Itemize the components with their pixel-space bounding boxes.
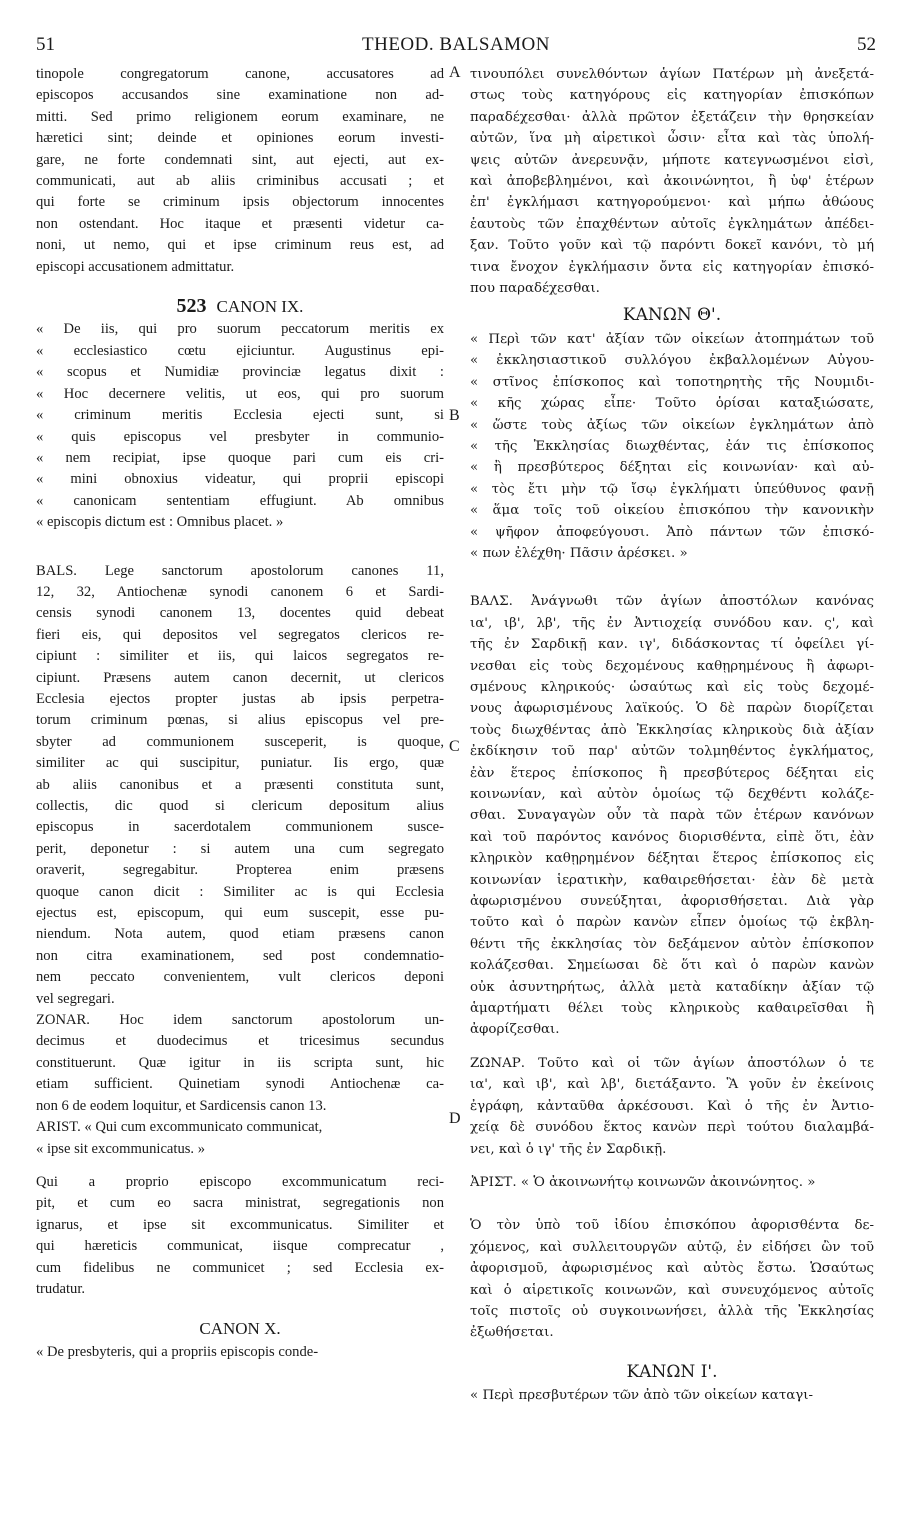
text-line: qui forte se criminum ipsis objectorum innocentes [36, 194, 444, 211]
text-line: fieri eis, qui depositos vel segregatos clericos re- [36, 626, 444, 643]
text-line: ARIST. « Qui cum excommunicato communicat, [36, 1119, 323, 1136]
text-line: « κῆς χώρας εἶπε· Τοῦτο ὁρίσαι καταξιώσατε, [470, 396, 874, 412]
text-line: οὐκ ἀσυντηρήτως, ἀλλὰ μετὰ καταδίκην ἀξίαν τῷ [470, 979, 874, 995]
aristenus-heading-greek: ἈΡΙΣΤ. « Ὁ ἀκοινωνήτῳ κοινωνῶν ἀκοινώνητος. » [470, 1174, 816, 1190]
text-line: episcopus in sacerdotalem communionem susce- [36, 819, 444, 836]
text-line: etiam sufficient. Quinetiam synodi Antiochenæ ca- [36, 1076, 444, 1093]
page-number-left: 51 [36, 34, 55, 55]
text-line: « ψῆφον ἀποφεύγουσι. Ἀπὸ πάντων τῶν ἐπισκό- [470, 524, 874, 540]
text-line: ἐὰν ἕτερος ἐπίσκοπος ἢ πρεσβύτερος δέξηται εἰς [470, 765, 874, 781]
text-line: BALS. Lege sanctorum apostolorum canones 11, [36, 562, 444, 579]
text-line: ἐγράφη, κἀνταῦθα ἀρκέσουσι. Καὶ ὁ τῆς ἐν Ἀντιο- [470, 1098, 874, 1114]
text-line: ab aliis canonibus et a præsenti constituta sunt, [36, 776, 444, 793]
text-line: perit, deponetur : si autem una cum segregato [36, 840, 444, 857]
text-line: σθαι. Συναγαγὼν οὖν τὰ παρὰ τῶν ἑτέρων κανόνων [470, 808, 874, 824]
text-line: « nem recipiat, ipse quoque pari cum eis cri- [36, 449, 444, 466]
text-line: αὐτῶν, ἵνα μὴ αἱρετικοὶ ὦσιν· εἶτα καὶ τὰς ὑπολή- [470, 131, 874, 147]
text-line: trudatur. [36, 1280, 86, 1297]
text-line: cipiunt. Præsens autem canon decernit, ut clericos [36, 669, 444, 686]
text-line: « ἢ πρεσβύτερος δέξηται εἰς κοινωνίαν· καὶ αὐ- [470, 460, 874, 476]
aristenus-commentary-latin [36, 1172, 444, 1300]
balsamon-commentary-latin [36, 561, 444, 1011]
text-line: tinopole congregatorum canone, accusatores ad [36, 66, 444, 82]
text-line: νους ἀφωρισμένους λαϊκούς. Ὁ δὲ παρὼν διορίζεται [470, 701, 874, 717]
text-line: ια', καὶ ιβ', καὶ λβ', διετάξαντο. Ἃ γοῦν ἐν ἐκείνοις [470, 1077, 874, 1093]
greek-column [470, 64, 874, 1407]
text-line: « scopus et Numidiæ provinciæ legatus dixit : [36, 364, 444, 381]
text-line: τοῦτο καὶ ὁ παρὼν κανὼν εἶπεν ὁμοίως τῷ ἐκβλη- [470, 915, 874, 931]
text-line: χόμενος, καὶ συλλειτουργῶν αὐτῷ, ἐν εἰδήσει ὢν τοῦ [470, 1239, 874, 1255]
text-line: στως τοὺς κατηγόρους εἰς κατηγορίαν ἐπισκόπων [470, 88, 874, 104]
running-title: THEOD. BALSAMON [362, 34, 550, 55]
text-line: mitti. Sed primo religionem eorum examinare, ne [36, 108, 444, 125]
text-line: « De iis, qui pro suorum peccatorum meritis ex [36, 321, 444, 338]
text-line: ξαν. Τοῦτο γοῦν καὶ τῷ παρόντι δοκεῖ κανόνι, τὸ μή [470, 238, 874, 254]
text-line: κληρικὸν καθῃρημένον δέξηται ἕτερος ἐπίσκοπος εἰς [470, 851, 874, 867]
text-line: παραδέχεσθαι· ἀλλὰ πρῶτον ἐξετάζειν τὴν θρησκείαν [470, 109, 874, 125]
text-line: similiter ac qui suscipitur, puniatur. Iis ergo, quæ [36, 755, 444, 772]
text-line: Ecclesia ejectos propter justas ab ipsis perpetra- [36, 690, 444, 707]
text-line: decimus et duodecimus et tricesimus secundus [36, 1033, 444, 1050]
text-line: ejectus est, episcopum, qui eum suscepit, esse pu- [36, 905, 444, 922]
text-line: « στῖνος ἐπίσκοπος καὶ τοποτηρητὴς τῆς Νουμιδι- [470, 374, 874, 390]
margin-mark-b: B [449, 407, 460, 424]
margin-mark-d: D [449, 1110, 461, 1127]
text-line: ψεις αὐτῶν ἀνερευνᾷν, μήποτε κατεγνωσμένοι εἰσὶ, [470, 152, 874, 168]
text-line: τοῖς πιστοῖς οὐ συγκοινωνήσει, ἀλλὰ τῆς Ἐκκλησίας [470, 1303, 874, 1319]
column-number: 523 [176, 295, 207, 318]
margin-mark-a: A [449, 64, 461, 81]
text-line: 12, 32, Antiochenæ synodi canonem 6 et Sardi- [36, 583, 444, 600]
text-line: σμένους κληρικούς· ὡσαύτως καὶ εἰς τοὺς δεχομέ- [470, 679, 874, 695]
page-header [36, 34, 876, 60]
text-line: νει, καὶ ὁ ιγ' τῆς ἐν Σαρδικῇ. [470, 1141, 667, 1157]
text-line: niendum. Nota autem, quod etiam præsens canon [36, 926, 444, 943]
text-line: κοινωνίαν ἱερατικὴν, καθαιρεθήσεται· ἐὰν δὲ μετὰ [470, 872, 874, 888]
text-line: τινουπόλει συνελθόντων ἁγίων Πατέρων μὴ ἀνεξετά- [470, 67, 874, 82]
text-line: hæretici sint; deinde et opiniones eorum investi- [36, 130, 444, 147]
canon-ix-text-latin [36, 319, 444, 533]
text-line: ἐκδίκησιν τοῦ παρ' αὐτῶν τολμηθέντος ἐγκλήματος, [470, 744, 874, 760]
text-line: « quis episcopus vel presbyter in communio- [36, 428, 444, 445]
zonaras-commentary-latin [36, 1010, 444, 1117]
canon-ix-heading [36, 296, 444, 317]
text-line: « τῆς Ἐκκλησίας διωχθέντας, ἐάν τις ἐπίσκοπος [470, 438, 874, 454]
text-line: « ecclesiastico cœtu ejiciuntur. Augustinus epi- [36, 342, 444, 359]
text-line: θέντι τῆς ἐκκλησίας τὸν δεξάμενον αὐτὸν ἐπίσκοπον [470, 936, 874, 952]
text-line: τινα ἔνοχον ἐγκλήμασιν ὄντα εἰς κατηγορίαν ἐπισκό- [470, 259, 874, 275]
text-line: communicati, aut ab aliis criminibus accusati ; et [36, 173, 444, 190]
text-line: pit, et cum eo sacra ministrat, segregationis non [36, 1195, 444, 1212]
canon-ix-title: CANON IX. [216, 297, 304, 317]
text-line: « πων ἐλέχθη· Πᾶσιν ἀρέσκει. » [470, 545, 688, 561]
canon-ix-text-greek [470, 329, 874, 564]
text-line: ἐπ' ἐγκλήμασι κατηγορούμενοι· καὶ μήπω ἀθώους [470, 195, 874, 211]
canon-x-start-latin: « De presbyteris, qui a propriis episcopis conde- [36, 1343, 319, 1360]
text-line: « τὸς ἔτι μὴν τῷ ἴσῳ ἐγκλήματι ὑπεύθυνος φανῇ [470, 481, 874, 497]
text-line: ἐξωθήσεται. [470, 1325, 554, 1341]
text-line: episcopos accusandos sine examinatione non ad- [36, 87, 444, 104]
zonaras-commentary-greek [470, 1053, 874, 1160]
canon-iota-title: ΚΑΝΩΝ Ι'. [626, 1361, 718, 1382]
text-line: cipiunt : similiter et iis, qui laicos segregatos re- [36, 648, 444, 665]
text-line: « mini obnoxius videatur, qui proprii episcopi [36, 471, 444, 488]
greek-intro [470, 64, 874, 299]
text-line: ΖΩΝΑΡ. Τοῦτο καὶ οἱ τῶν ἁγίων ἀποστόλων ὁ τε [470, 1055, 874, 1071]
text-line: ἑαυτοὺς τῶν ἐπαχθέντων αὐτοῖς ἐγκλημάτων ἀπέδει- [470, 216, 874, 232]
text-line: « episcopis dictum est : Omnibus placet. » [36, 514, 284, 531]
text-line: τοὺς διωχθέντας ἀπὸ Ἐκκλησίας κληρικοὺς διὰ ἀξίαν [470, 722, 874, 738]
text-line: Ὁ τὸν ὑπὸ τοῦ ἰδίου ἐπισκόπου ἀφορισθέντα δε- [470, 1218, 874, 1234]
text-line: κοινωνίαν, καὶ αὐτὸν ὁμοίως τῷ δεχθέντι κολάζε- [470, 787, 874, 802]
text-line: « ὥστε τοὺς ἀξίως τῶν οἰκείων ἐγκλημάτων ἀπὸ [470, 417, 874, 433]
text-line: non ostendant. Hoc itaque et præsenti videtur ca- [36, 215, 444, 232]
text-line: sbyter ad communionem susceperit, is quoque, [36, 733, 444, 750]
text-line: ια', ιβ', λβ', τῆς ἐν Ἀντιοχείᾳ συνόδου καν. ς', καὶ [470, 615, 874, 631]
canon-x-start-greek: « Περὶ πρεσβυτέρων τῶν ἀπὸ τῶν οἰκείων καταγι- [470, 1388, 814, 1404]
text-line: constituerunt. Quæ igitur in iis scripta sunt, hic [36, 1054, 444, 1071]
aristenus-heading-latin [36, 1117, 444, 1160]
text-line: νεσθαι εἰς τοὺς δεχομένους καθῃρημένους ἢ ἀφωρι- [470, 658, 874, 674]
text-line: Qui a proprio episcopo excommunicatum reci- [36, 1173, 444, 1190]
text-line: gare, ne forte condemnati sint, aut ejecti, aut ex- [36, 151, 444, 168]
text-line: collectis, dic quod si clericum depositum alius [36, 798, 444, 814]
text-line: τῆς ἐν Σαρδικῇ καν. ιγ', διδάσκοντας τί ὀφείλει γί- [470, 637, 874, 653]
text-line: non 6 de eodem loquitur, et Sardicensis canon 13. [36, 1097, 327, 1114]
text-line: noni, ut nemo, qui et ipse criminum reus est, ad [36, 237, 444, 254]
text-line: χείᾳ δὲ συνόδου ἕκτος κανὼν περὶ τούτου διαλαμβά- [470, 1120, 874, 1136]
text-line: που παραδέχεσθαι. [470, 281, 600, 297]
text-line: κολάζεσθαι. Σημείωσαι δὲ ὅτι καὶ ὁ παρὼν κανὼν [470, 958, 874, 974]
aristenus-commentary-greek [470, 1215, 874, 1343]
text-line: « ἐκκλησιαστικοῦ συλλόγου ἐκβαλλομένων Αὐγου- [470, 353, 874, 369]
text-line: quoque canon dicit : Similiter ac is qui Ecclesia [36, 883, 444, 900]
text-line: « criminum meritis Ecclesia ejecti sunt, si [36, 407, 444, 424]
text-line: ἀφωρισμένου συνεύξηται, ἀφορισθήσεται. Διὰ γὰρ [470, 894, 874, 910]
text-line: nem peccato convenientem, vult clericos deponi [36, 969, 444, 986]
balsamon-commentary-greek [470, 591, 874, 1041]
text-line: « Hoc decernere velitis, ut eos, qui pro suorum [36, 385, 444, 402]
text-line: qui hæreticis communicat, iisque comprecatur , [36, 1238, 444, 1255]
text-line: « ipse sit excommunicatus. » [36, 1140, 206, 1157]
text-line: oraverit, segregabitur. Propterea enim præsens [36, 862, 444, 879]
text-line: ἀφορισμοῦ, ἀφωρισμένος καὶ αὐτὸς ἔστω. Ὡσαύτως [470, 1261, 874, 1277]
text-line: « Περὶ τῶν κατ' ἀξίαν τῶν οἰκείων ἀτοπημάτων τοῦ [470, 331, 874, 347]
text-line: ignarus, et ipse sit excommunicatus. Similiter et [36, 1216, 444, 1233]
text-line: censis synodi canonem 13, docentes quid debeat [36, 605, 444, 622]
text-line: « ἅμα τοῖς τοῦ οἰκείου ἐπισκόπου τὴν κανονικὴν [470, 503, 874, 519]
text-line: καὶ τοῦ παρόντος κανόνος διορισθέντα, εἰπὲ ὅτι, ἐὰν [470, 829, 874, 845]
text-line: non citra examinationem, sed post condemnatio- [36, 947, 444, 964]
text-line: torum criminum pœnas, si alius episcopus vel pre- [36, 712, 444, 729]
text-line: καὶ ἀποβεβλημένοι, καὶ ἀκοινώνητοι, ἢ ὑφ' ἑτέρων [470, 174, 874, 190]
text-line: ἁμαρτήματι θέλει τοὺς κληρικοὺς καθαιρεῖσθαι ἢ [470, 1001, 874, 1017]
text-line: καὶ ὁ αἱρετικοῖς κοινωνῶν, καὶ συνευχόμενος αὐτοῖς [470, 1282, 874, 1298]
text-line: episcopi accusationem admittatur. [36, 258, 235, 275]
text-line: ZONAR. Hoc idem sanctorum apostolorum un- [36, 1012, 444, 1029]
text-line: cum fidelibus ne communicet ; sed Ecclesia ex- [36, 1259, 444, 1276]
latin-column [36, 64, 444, 1363]
margin-mark-c: C [449, 738, 460, 755]
page-number-right: 52 [857, 34, 876, 55]
canon-x-title: CANON X. [199, 1319, 281, 1339]
text-line: ΒΑΛΣ. Ἀνάγνωθι τῶν ἁγίων ἀποστόλων κανόνας [470, 594, 874, 610]
text-line: ἀφορίζεσθαι. [470, 1022, 560, 1038]
canon-theta-title: ΚΑΝΩΝ Θ'. [622, 305, 722, 326]
text-line: vel segregari. [36, 990, 115, 1007]
latin-intro [36, 64, 444, 278]
text-line: « canonicam sententiam effugiunt. Ab omnibus [36, 492, 444, 509]
